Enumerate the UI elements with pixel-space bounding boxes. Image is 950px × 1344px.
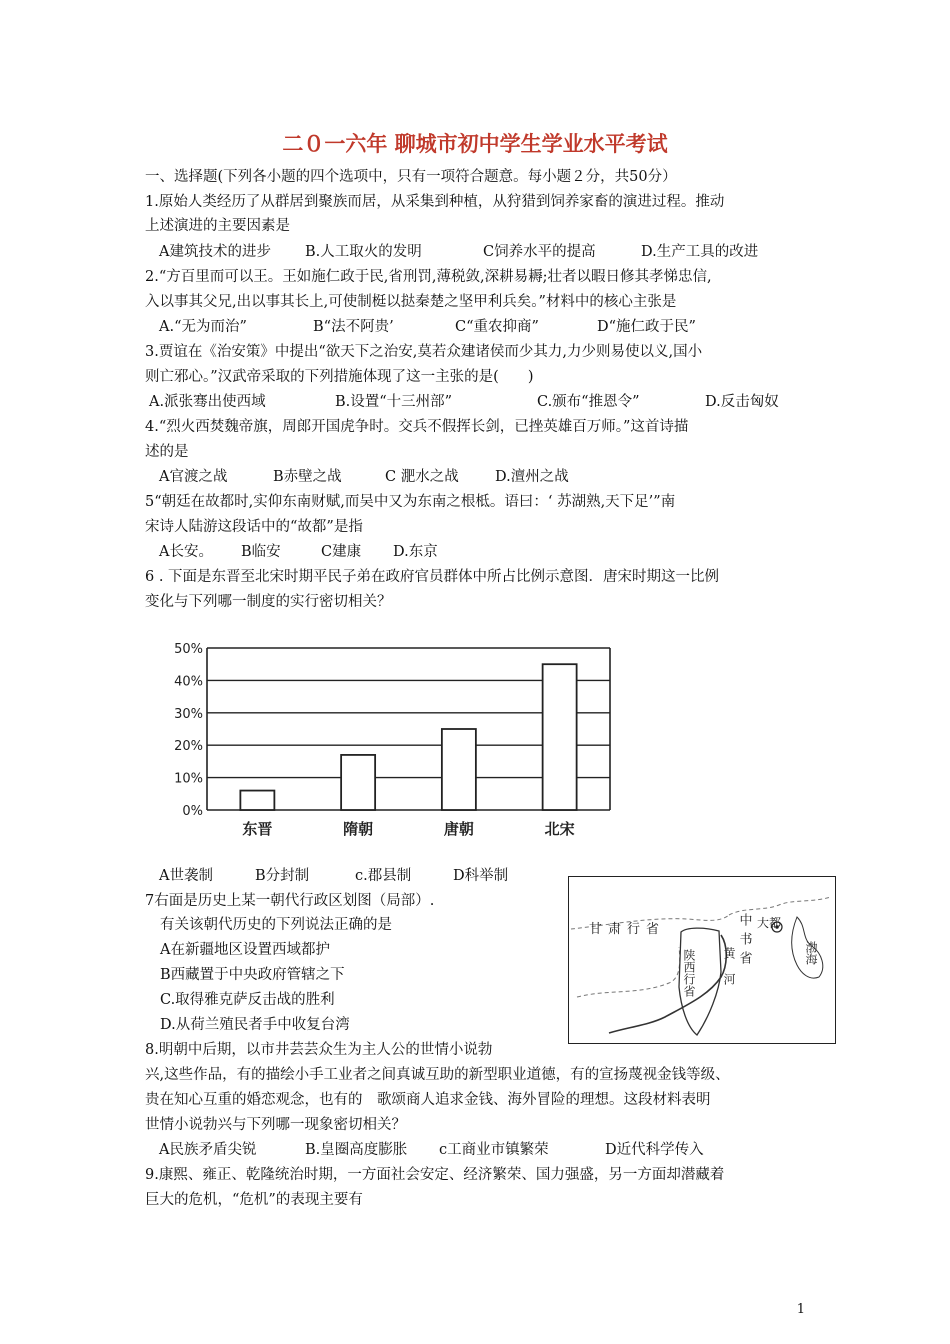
q6-stem-line1: 6 . 下面是东晋至北宋时期平民子弟在政府官员群体中所占比例示意图．唐宋时期这一比例 [145, 569, 720, 585]
q4-stem-line2: 述的是 [145, 444, 189, 460]
x-tick-label: 唐朝 [443, 820, 474, 838]
y-tick-label: 0% [182, 804, 203, 819]
y-tick-label: 40% [174, 674, 203, 690]
q4-option-d[interactable]: D.澶州之战 [495, 469, 569, 485]
map-label-bohai: 渤海 [804, 941, 818, 965]
q1-option-d[interactable]: D.生产工具的改进 [641, 244, 759, 260]
q4-option-a[interactable]: A官渡之战 [159, 469, 228, 485]
q3-options [145, 392, 779, 412]
page-number: 1 [796, 1302, 805, 1317]
q7-option-c[interactable]: C.取得雅克萨反击战的胜利 [160, 992, 335, 1008]
q9-stem-line2: 巨大的危机，“危机”的表现主要有 [145, 1192, 363, 1208]
x-tick-label: 北宋 [544, 820, 575, 838]
q8-options [145, 1140, 704, 1160]
q2-option-b[interactable]: B“法不阿贵’ [313, 319, 394, 335]
q4-options [145, 467, 569, 487]
q3-option-d[interactable]: D.反击匈奴 [705, 394, 779, 410]
y-tick-label: 10% [174, 771, 203, 787]
bar-chart-svg [145, 618, 635, 858]
q6-option-a[interactable]: A世袭制 [159, 868, 213, 884]
q5-option-d[interactable]: D.东京 [393, 544, 438, 560]
bar [442, 729, 476, 810]
map-label-gansu: 甘肃行省 [589, 922, 666, 937]
q1-option-c[interactable]: C饲养水平的提高 [483, 244, 596, 260]
q8-option-b[interactable]: B.皇圈高度膨胀 [305, 1142, 408, 1158]
q2-options [145, 317, 696, 337]
q5-stem-line1: 5“朝廷在故都时,实仰东南财赋,而吴中又为东南之根柢。语曰：‘ 苏湖熟,天下足’”南 [145, 494, 676, 510]
q1-option-b[interactable]: B.人工取火的发明 [305, 244, 422, 260]
q6-option-c[interactable]: c.郡县制 [355, 868, 412, 884]
q4-stem-line1: 4.“烈火西焚魏帝旗，周郎开国虎争时。交兵不假挥长剑，已挫英雄百万师。”这首诗描 [145, 419, 689, 435]
map-label-huanghe: 黄河 [722, 947, 736, 999]
map-label-shaanxi: 陕西行省 [682, 949, 696, 997]
q2-stem-line1: 2.“方百里而可以王。王如施仁政于民,省刑罚,薄税敛,深耕易耨;壮者以暇日修其孝悌忠信, [145, 269, 712, 285]
bar [543, 664, 577, 810]
q2-option-a[interactable]: A.“无为而治” [159, 319, 247, 335]
q7-option-a[interactable]: A在新疆地区设置西域都护 [160, 942, 330, 958]
y-tick-label: 20% [174, 739, 203, 755]
section-heading: 一、选择题(下列各小题的四个选项中，只有一项符合题意。每小题２分，共50分） [145, 169, 677, 185]
map-label-dadu: 大都 [757, 916, 782, 930]
q2-stem-line2: 入以事其父兄,出以事其长上,可使制梃以挞秦楚之坚甲利兵矣。”材料中的核心主张是 [145, 294, 677, 310]
q8-option-c[interactable]: c工商业市镇繁荣 [439, 1142, 549, 1158]
y-tick-label: 50% [174, 642, 203, 657]
q8-stem-line2: 兴,这些作品，有的描绘小手工业者之间真诚互助的新型职业道德，有的宣扬蔑视金钱等级、 [145, 1067, 730, 1083]
q1-stem-line2: 上述演进的主要因素是 [145, 218, 290, 234]
map-svg [569, 877, 834, 1042]
bar-chart [145, 618, 635, 858]
q8-stem-line4: 世情小说勃兴与下列哪一现象密切相关？ [145, 1117, 406, 1133]
q7-option-d[interactable]: D.从荷兰殖民者手中收复台湾 [160, 1017, 350, 1033]
q2-option-d[interactable]: D“施仁政于民” [597, 319, 696, 335]
q7-option-b[interactable]: B西藏置于中央政府管辖之下 [160, 967, 345, 983]
q3-stem-line1: 3.贾谊在《治安策》中提出“欲天下之治安,莫若众建诸侯而少其力,力少则易使以义,国小 [145, 344, 703, 360]
q6-option-d[interactable]: D科举制 [453, 868, 509, 884]
map-label-zhongshu: 中书省 [736, 913, 752, 970]
q5-option-b[interactable]: B临安 [241, 544, 281, 560]
exam-title: 二０一六年 聊城市初中学生学业水平考试 [282, 132, 668, 156]
q8-option-d[interactable]: D近代科学传入 [605, 1142, 704, 1158]
q5-option-a[interactable]: A长安。 [159, 544, 213, 560]
q9-stem-line1: 9.康熙、雍正、乾隆统治时期，一方面社会安定、经济繁荣、国力强盛，另一方面却潜藏着 [145, 1167, 725, 1183]
q6-options [145, 866, 509, 886]
q1-stem-line1: 1.原始人类经历了从群居到聚族而居，从采集到种植，从狩猎到饲养家畜的演进过程。推动 [145, 194, 725, 210]
q8-option-a[interactable]: A民族矛盾尖锐 [159, 1142, 257, 1158]
q6-option-b[interactable]: B分封制 [255, 868, 310, 884]
bar [240, 791, 274, 810]
bar [341, 755, 375, 810]
q1-option-a[interactable]: A建筑技术的进步 [159, 244, 271, 260]
q3-option-c[interactable]: C.颁布“推恩令” [537, 394, 640, 410]
q3-stem-line2: 则亡邪心。”汉武帝采取的下列措施体现了这一主张的是( ) [145, 369, 534, 385]
boundary-line [577, 947, 680, 997]
q1-options [145, 242, 759, 262]
q7-stem-line2: 有关该朝代历史的下列说法正确的是 [160, 917, 392, 933]
q5-options [145, 542, 438, 562]
q5-stem-line2: 宋诗人陆游这段话中的“故都”是指 [145, 519, 363, 535]
q2-option-c[interactable]: C“重农抑商” [455, 319, 539, 335]
x-tick-label: 东晋 [242, 820, 273, 838]
q8-stem-line1: 8.明朝中后期，以市井芸芸众生为主人公的世情小说勃 [145, 1042, 493, 1058]
y-tick-label: 30% [174, 706, 203, 722]
x-tick-label: 隋朝 [343, 820, 374, 838]
q5-option-c[interactable]: C建康 [321, 544, 362, 560]
q3-option-b[interactable]: B.设置“十三州部” [335, 394, 453, 410]
q8-stem-line3: 贵在知心互重的婚恋观念，也有的 歌颂商人追求金钱、海外冒险的理想。这段材料表明 [145, 1092, 711, 1108]
q6-stem-line2: 变化与下列哪一制度的实行密切相关？ [145, 594, 392, 610]
q4-option-b[interactable]: B赤壁之战 [273, 469, 342, 485]
administrative-map [568, 876, 836, 1044]
q4-option-c[interactable]: C 淝水之战 [385, 469, 459, 485]
q7-stem-line1: 7右面是历史上某一朝代行政区划图（局部）. [145, 893, 435, 909]
q3-option-a[interactable]: A.派张骞出使西域 [149, 394, 266, 410]
